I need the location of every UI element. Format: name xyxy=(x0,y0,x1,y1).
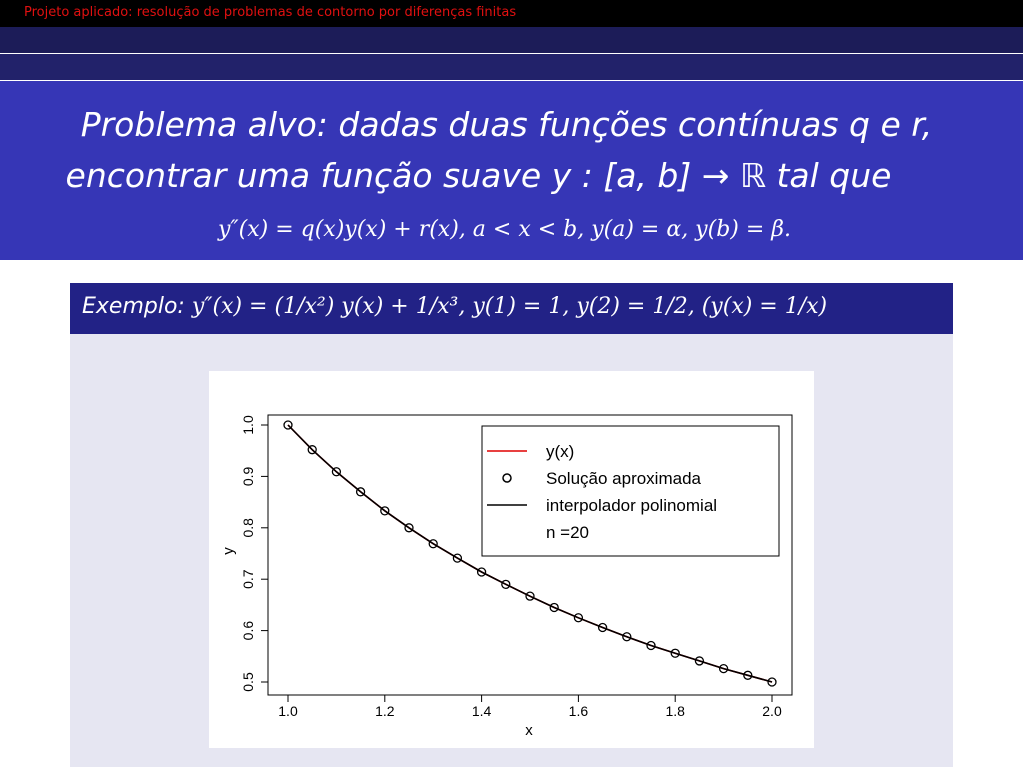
x-tick-label: 1.8 xyxy=(665,703,685,719)
chart-figure xyxy=(209,371,814,748)
example-title-text xyxy=(82,294,827,319)
example-equation: y″(x) = (1/x²) y(x) + 1/x³, y(1) = 1, y(2) = 1/2, (y(x) = 1/x) xyxy=(191,294,828,319)
legend-label-n: n =20 xyxy=(546,523,590,542)
y-tick-label: 0.6 xyxy=(240,620,256,641)
example-label: Exemplo: xyxy=(82,294,185,319)
nav-band-lower xyxy=(0,54,1023,80)
presentation-title: Projeto aplicado: resolução de problemas de contorno por diferenças finitas xyxy=(24,5,517,20)
legend-label-points: Solução aproximada xyxy=(546,469,701,488)
x-axis-label: x xyxy=(525,722,533,739)
legend xyxy=(482,426,779,556)
x-tick-label: 1.2 xyxy=(375,703,395,719)
header-line-2: encontrar uma função suave y : [a, b] → ℝ tal que xyxy=(65,156,892,195)
y-axis-label: y xyxy=(220,547,237,555)
y-tick-label: 1.0 xyxy=(240,415,256,435)
example-block-title xyxy=(70,283,953,334)
x-tick-label: 1.0 xyxy=(278,703,298,719)
top-bar xyxy=(0,0,1023,27)
legend-label-interp: interpolador polinomial xyxy=(546,496,718,515)
legend-label-exact: y(x) xyxy=(546,442,575,461)
y-tick-label: 0.5 xyxy=(240,672,256,692)
y-tick-label: 0.9 xyxy=(240,466,256,487)
x-tick-label: 1.6 xyxy=(568,703,589,719)
legend-box xyxy=(482,426,779,556)
slide-header xyxy=(0,81,1023,260)
y-tick-label: 0.8 xyxy=(240,518,256,538)
header-line-1: Problema alvo: dadas duas funções contínuas q e r, xyxy=(80,105,933,144)
y-tick-label: 0.7 xyxy=(240,569,256,589)
header-equation: y″(x) = q(x)y(x) + r(x), a < x < b, y(a) = α, y(b) = β. xyxy=(217,217,791,242)
nav-band-upper xyxy=(0,27,1023,53)
chart-svg xyxy=(209,371,814,748)
x-tick-label: 2.0 xyxy=(762,703,782,719)
x-tick-label: 1.4 xyxy=(471,703,492,719)
